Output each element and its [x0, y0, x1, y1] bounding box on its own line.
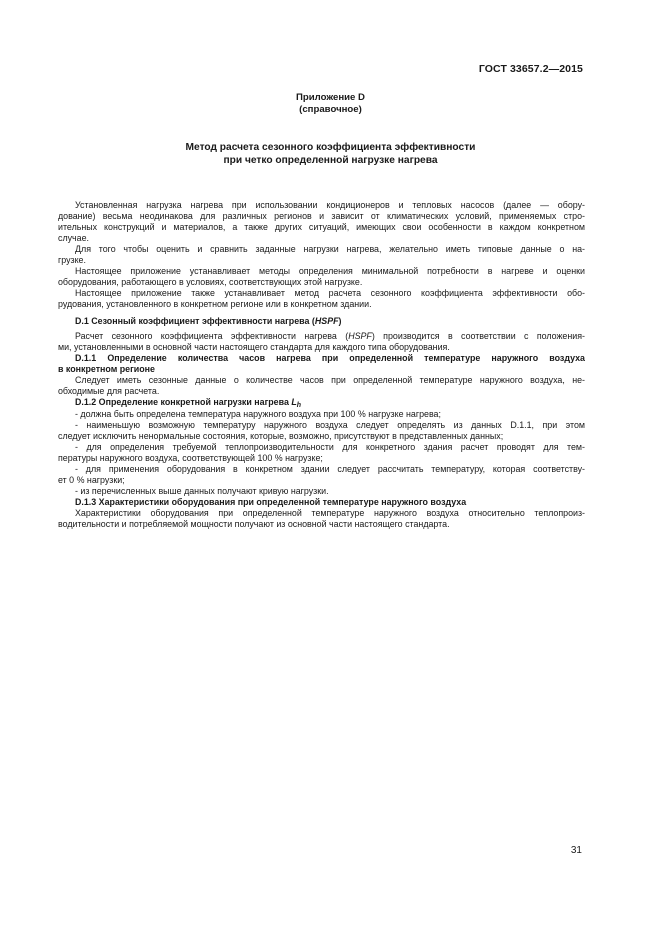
list-item: - для определения требуемой теплопроизводительности для конкретного здания расчет проводят для тем-	[75, 442, 585, 452]
standard-code: ГОСТ 33657.2—2015	[478, 63, 583, 75]
text-line: Для того чтобы оценить и сравнить заданные нагрузки нагрева, желательно иметь типовые данные о на-	[75, 244, 585, 254]
intro-paragraph-3	[58, 266, 585, 288]
text-line: водительности и потребляемой мощности получают из основной части настоящего стандарта.	[58, 519, 450, 529]
text-line: ительных конструкций и материалов, а также других ситуаций, имеющих свои особенности в каждом конкретном	[58, 222, 585, 232]
intro-paragraph-2	[58, 244, 585, 266]
heading-text: D.1.2 Определение конкретной нагрузки нагрева	[75, 397, 292, 407]
text-line: Установленная нагрузка нагрева при использовании кондиционеров и тепловых насосов (далее — обору-	[75, 200, 585, 210]
annex-kind: (справочное)	[299, 104, 362, 115]
list-item: - наименьшую возможную температуру наружного воздуха следует определять из данных D.1.1, при этом	[75, 420, 585, 430]
text-line: D.1.1 Определение количества часов нагрева при определенной температуре наружного воздуха	[75, 353, 585, 363]
text-line: Настоящее приложение также устанавливает метод расчета сезонного коэффициента эффективности обо-	[75, 288, 585, 298]
list-item-continuation: следует исключить ненормальные состояния, которые, возможно, присутствуют в представленных данных;	[58, 431, 504, 441]
list-item: - для применения оборудования в конкретном здании следует рассчитать температуру, которая соответству-	[75, 464, 585, 474]
document-title-line-1: Метод расчета сезонного коэффициента эффективности	[185, 142, 476, 153]
text-line: Следует иметь сезонные данные о количестве часов при определенной температуре наружного воздуха, не-	[75, 375, 585, 385]
section-d1-text	[58, 331, 585, 353]
heading-text: )	[338, 316, 342, 326]
text-line: в конкретном регионе	[58, 364, 155, 374]
list-item-continuation: ет 0 % нагрузки;	[58, 475, 125, 485]
text-line: Расчет сезонного коэффициента эффективности нагрева (HSPF) производится в соответствии с положения-	[75, 331, 585, 341]
document-body	[58, 200, 585, 530]
list-item: - из перечисленных выше данных получают кривую нагрузки.	[75, 486, 329, 496]
list-item-continuation: пературы наружного воздуха, соответствующей 100 % нагрузке;	[58, 453, 323, 463]
text-line: ми, установленными в основной части настоящего стандарта для каждого типа оборудования.	[58, 342, 450, 352]
section-d12-heading	[58, 397, 585, 409]
heading-abbr: HSPF	[314, 316, 339, 326]
text-line: оборудования, работающего в условиях, соответствующих этой нагрузке.	[58, 277, 363, 287]
heading-text: D.1 Сезонный коэффициент эффективности нагрева (	[75, 316, 315, 326]
load-symbol: L	[291, 397, 297, 407]
intro-paragraph-1	[58, 200, 585, 244]
text-line: случае.	[58, 233, 90, 243]
text-line: Характеристики оборудования при определенной температуре наружного воздуха относительно теплопроиз-	[75, 508, 585, 518]
text-line: обходимые для расчета.	[58, 386, 160, 396]
section-d11-text	[58, 375, 585, 397]
section-d13-text	[58, 508, 585, 530]
load-symbol-subscript: h	[296, 402, 302, 409]
text-line: дование) весьма неодинакова для различных регионов и зависит от климатических условий, применяемых стро-	[58, 211, 585, 221]
section-d1-heading	[58, 316, 585, 327]
document-title-line-2: при четко определенной нагрузке нагрева	[223, 155, 438, 166]
text-line: рудования, установленного в конкретном регионе или в конкретном здании.	[58, 299, 372, 309]
page-number: 31	[570, 845, 582, 856]
section-d11-heading	[58, 353, 585, 375]
list-item: - должна быть определена температура наружного воздуха при 100 % нагрузке нагрева;	[75, 409, 441, 419]
text-line: D.1.3 Характеристики оборудования при определенной температуре наружного воздуха	[75, 497, 467, 507]
intro-paragraph-4	[58, 288, 585, 310]
text-line: грузке.	[58, 255, 86, 265]
annex-title: Приложение D	[296, 92, 365, 103]
section-d12-list	[58, 409, 585, 497]
section-d13-heading	[58, 497, 585, 508]
text-line: Настоящее приложение устанавливает методы определения минимальной потребности в нагреве и оценки	[75, 266, 585, 276]
